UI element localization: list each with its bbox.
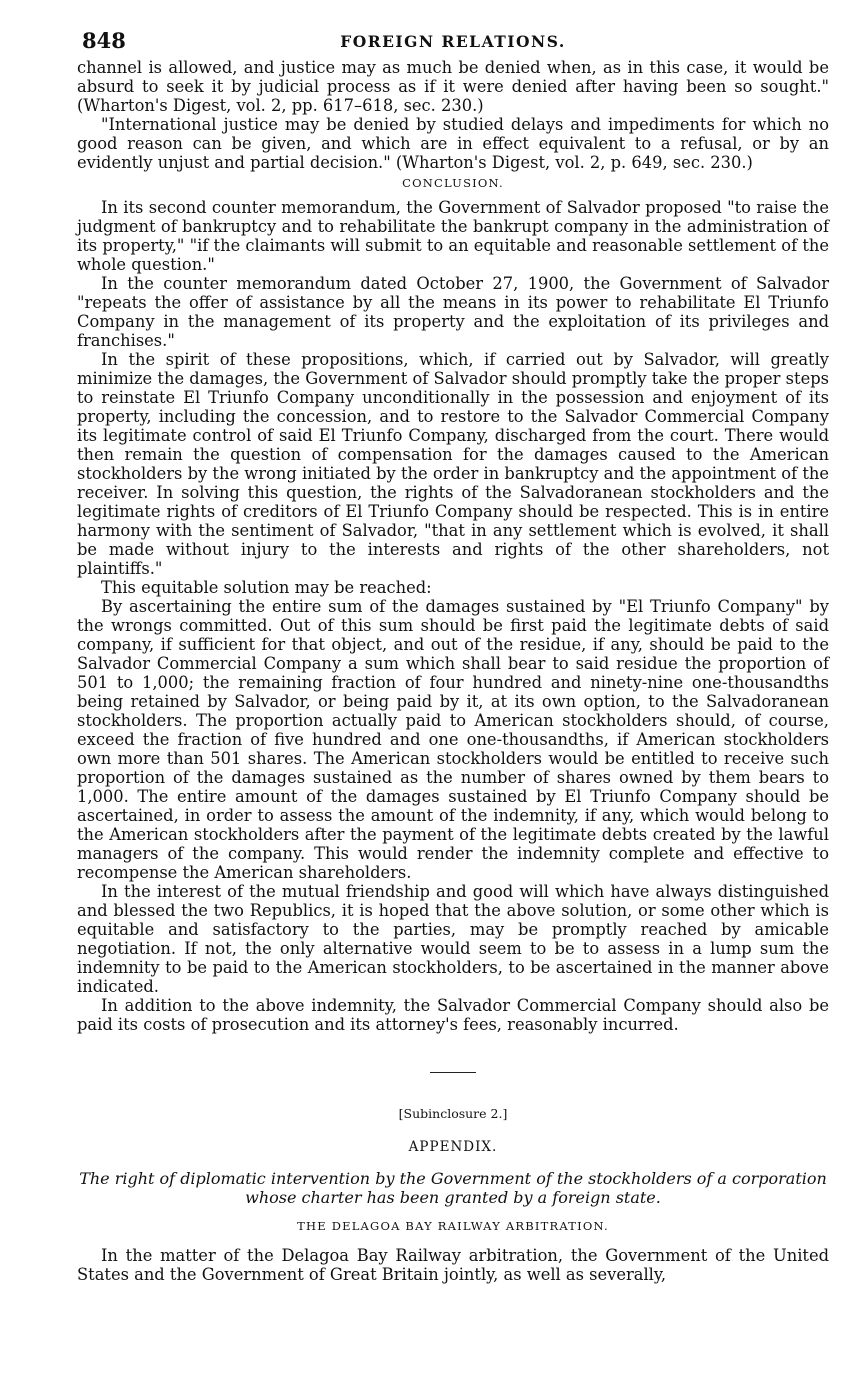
delagoa-heading: THE DELAGOA BAY RAILWAY ARBITRATION. bbox=[297, 1219, 609, 1233]
paragraph-quote-wharton: "International justice may be denied by studied delays and impediments for which no good reason can be given, and which are in effect equivalent to a refusal, or by an evidently unjust and partial decision." (Wharton's Digest, vol. 2, p. 649, sec. 230.) bbox=[77, 115, 829, 172]
section-divider bbox=[430, 1072, 476, 1073]
subinclosure-label: [Subinclosure 2.] bbox=[398, 1106, 508, 1121]
document-page bbox=[77, 28, 829, 1284]
conclusion-paragraph-2: In the counter memorandum dated October 27, 1900, the Government of Salvador "repeats the offer of assistance by all the means in its power to rehabilitate El Triunfo Company in the management of its property and the exploitation of its privileges and franchises." bbox=[77, 274, 829, 350]
conclusion-paragraph-7: In addition to the above indemnity, the Salvador Commercial Company should also be paid its costs of prosecution and its attorney's fees, reasonably incurred. bbox=[77, 996, 829, 1034]
conclusion-heading: CONCLUSION. bbox=[402, 176, 504, 190]
conclusion-paragraph-6: In the interest of the mutual friendship and good will which have always distinguished and blessed the two Republics, it is hoped that the above solution, or some other which is equitable and satisfactory to the parties, may be promptly reached by amicable negotiation. If not, the only alternative would seem to be to assess in a lump sum the indemnity to be paid to the American stockholders, to be ascertained in the manner above indicated. bbox=[77, 882, 829, 996]
delagoa-paragraph: In the matter of the Delagoa Bay Railway arbitration, the Government of the United States and the Government of Great Britain jointly, as well as severally, bbox=[77, 1246, 829, 1284]
running-title: FOREIGN RELATIONS. bbox=[340, 32, 566, 51]
page-header bbox=[77, 28, 829, 58]
paragraph-continued: channel is allowed, and justice may as much be denied when, as in this case, it would be absurd to seek it by judicial process as if it were denied after having been so sought." (Wharton's Digest, vol. 2, pp. 617–618, sec. 230.) bbox=[77, 58, 829, 115]
appendix-title: The right of diplomatic intervention by the Government of the stockholders of a corporation whose charter has been granted by a foreign state. bbox=[79, 1169, 827, 1207]
appendix-heading: APPENDIX. bbox=[408, 1139, 498, 1155]
conclusion-paragraph-4: This equitable solution may be reached: bbox=[101, 578, 432, 597]
page-number: 848 bbox=[82, 28, 126, 53]
conclusion-paragraph-5: By ascertaining the entire sum of the damages sustained by "El Triunfo Company" by the wrongs committed. Out of this sum should be first paid the legitimate debts of said company, if sufficient for that object, and out of the residue, if any, should be paid to the Salvador Commercial Company a sum which shall bear to said residue the proportion of 501 to 1,000; the remaining fraction of four hundred and ninety-nine one-thousandths being retained by Salvador, or being paid by it, at its own option, to the Salvadoranean stockholders. The proportion actually paid to American stockholders should, of course, exceed the fraction of five hundred and one one-thousandths, if American stockholders own more than 501 shares. The American stockholders would be entitled to receive such proportion of the damages sustained as the number of shares owned by them bears to 1,000. The entire amount of the damages sustained by El Triunfo Company should be ascertained, in order to assess the amount of the indemnity, if any, which would belong to the American stockholders after the payment of the legitimate debts created by the lawful managers of the company. This would render the indemnity complete and effective to recompense the American shareholders. bbox=[77, 597, 829, 882]
conclusion-paragraph-1: In its second counter memorandum, the Government of Salvador proposed "to raise the judgment of bankruptcy and to rehabilitate the bankrupt company in the administration of its property," "if the claimants will submit to an equitable and reasonable settlement of the whole question." bbox=[77, 198, 829, 274]
conclusion-paragraph-3: In the spirit of these propositions, which, if carried out by Salvador, will greatly minimize the damages, the Government of Salvador should promptly take the proper steps to reinstate El Triunfo Company unconditionally in the possession and enjoyment of its property, including the concession, and to restore to the Salvador Commercial Company its legitimate control of said El Triunfo Company, discharged from the court. There would then remain the question of compensation for the damages caused to the American stockholders by the wrong initiated by the order in bankruptcy and the appointment of the receiver. In solving this question, the rights of the Salvadoranean stockholders and the legitimate rights of creditors of El Triunfo Company should be respected. This is in entire harmony with the sentiment of Salvador, "that in any settlement which is evolved, it shall be made without injury to the interests and rights of the other shareholders, not plaintiffs." bbox=[77, 350, 829, 578]
